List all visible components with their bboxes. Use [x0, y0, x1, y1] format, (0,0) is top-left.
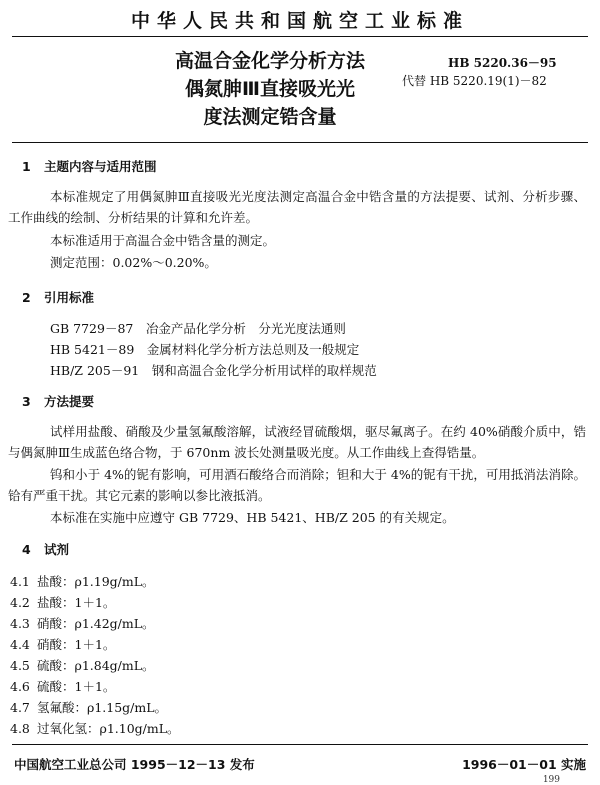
reagent-item [10, 698, 167, 716]
section-title: 试剂 [44, 542, 70, 557]
header-title: 中华人民共和国航空工业标准 [130, 10, 469, 32]
reagent-item [10, 719, 180, 737]
reagent-item [10, 677, 115, 695]
section-2-heading [22, 288, 94, 306]
reagent-number: 4.5 [10, 658, 30, 673]
page-number: 199 [542, 775, 560, 785]
section-number: 4 [22, 542, 31, 557]
footer-rule [12, 744, 588, 745]
reference-item: HB 5421－89 金属材料化学分析方法总则及一般规定 [50, 342, 360, 357]
standard-title-line-1: 高温合金化学分析方法 [174, 50, 365, 72]
standard-title-line-3: 度法测定锆含量 [203, 106, 337, 128]
reagent-item [10, 614, 155, 632]
header-rule [12, 36, 588, 37]
standard-replaces: 代替 HB 5220.19(1)－82 [402, 74, 547, 88]
reagent-number: 4.1 [10, 574, 30, 589]
section-number: 2 [22, 290, 31, 305]
reagent-text: 硫酸：1＋1。 [37, 679, 116, 694]
reagent-item [10, 656, 155, 674]
reagent-text: 硫酸：ρ1.84g/mL。 [37, 658, 155, 673]
section-3-heading [22, 392, 94, 410]
section-number: 1 [22, 159, 31, 174]
section-3-paragraph-1: 试样用盐酸、硝酸及少量氢氟酸溶解，试液经冒硫酸烟，驱尽氟离子。在约 40%硝酸介质中，锆与偶氮胂Ⅲ生成蓝色络合物，于 670nm 波长处测量吸光度。从工作曲线上查得锆量。 [8, 424, 586, 460]
reagent-text: 盐酸：1＋1。 [37, 595, 116, 610]
section-3-paragraph-2: 钨和小于 4%的铌有影响，可用酒石酸络合而消除；钽和大于 4%的铌有干扰，可用抵消法消除。铪有严重干扰。其它元素的影响以参比液抵消。 [8, 467, 586, 503]
standard-code: HB 5220.36－95 [448, 56, 557, 70]
section-title: 主题内容与适用范围 [44, 159, 157, 174]
reagent-number: 4.6 [10, 679, 30, 694]
reference-item: HB/Z 205－91 钢和高温合金化学分析用试样的取样规范 [50, 363, 377, 378]
title-rule [12, 142, 588, 143]
section-title: 方法提要 [44, 394, 95, 409]
section-1-paragraph-1: 本标准规定了用偶氮胂Ⅲ直接吸光光度法测定高温合金中锆含量的方法提要、试剂、分析步骤、工作曲线的绘制、分析结果的计算和允许差。 [8, 189, 586, 225]
standard-title [150, 47, 390, 131]
reagent-item [10, 593, 115, 611]
reagent-number: 4.7 [10, 700, 30, 715]
reagent-item [10, 635, 115, 653]
standard-title-line-2: 偶氮胂Ⅲ直接吸光光 [185, 78, 355, 100]
section-3-paragraph-3: 本标准在实施中应遵守 GB 7729、HB 5421、HB/Z 205 的有关规定。 [50, 510, 455, 525]
reagent-text: 过氧化氢：ρ1.10g/mL。 [37, 721, 180, 736]
footer-effective-date: 1996－01－01 实施 [462, 757, 586, 772]
reagent-item [10, 572, 155, 590]
section-1-heading [22, 157, 157, 175]
reagent-text: 硝酸：ρ1.42g/mL。 [37, 616, 155, 631]
section-4-heading [22, 540, 69, 558]
reagent-number: 4.2 [10, 595, 30, 610]
section-1-paragraph-3: 测定范围：0.02%～0.20%。 [50, 255, 217, 270]
reference-item: GB 7729－87 冶金产品化学分析 分光光度法通则 [50, 321, 346, 336]
footer-issuer: 中国航空工业总公司 1995－12－13 发布 [14, 757, 255, 772]
reagent-number: 4.8 [10, 721, 30, 736]
section-title: 引用标准 [44, 290, 95, 305]
reagent-text: 硝酸：1＋1。 [37, 637, 116, 652]
reagent-text: 氢氟酸：ρ1.15g/mL。 [37, 700, 168, 715]
section-number: 3 [22, 394, 31, 409]
reagent-number: 4.3 [10, 616, 30, 631]
reagent-number: 4.4 [10, 637, 30, 652]
reagent-text: 盐酸：ρ1.19g/mL。 [37, 574, 155, 589]
section-1-paragraph-2: 本标准适用于高温合金中锆含量的测定。 [50, 233, 276, 248]
